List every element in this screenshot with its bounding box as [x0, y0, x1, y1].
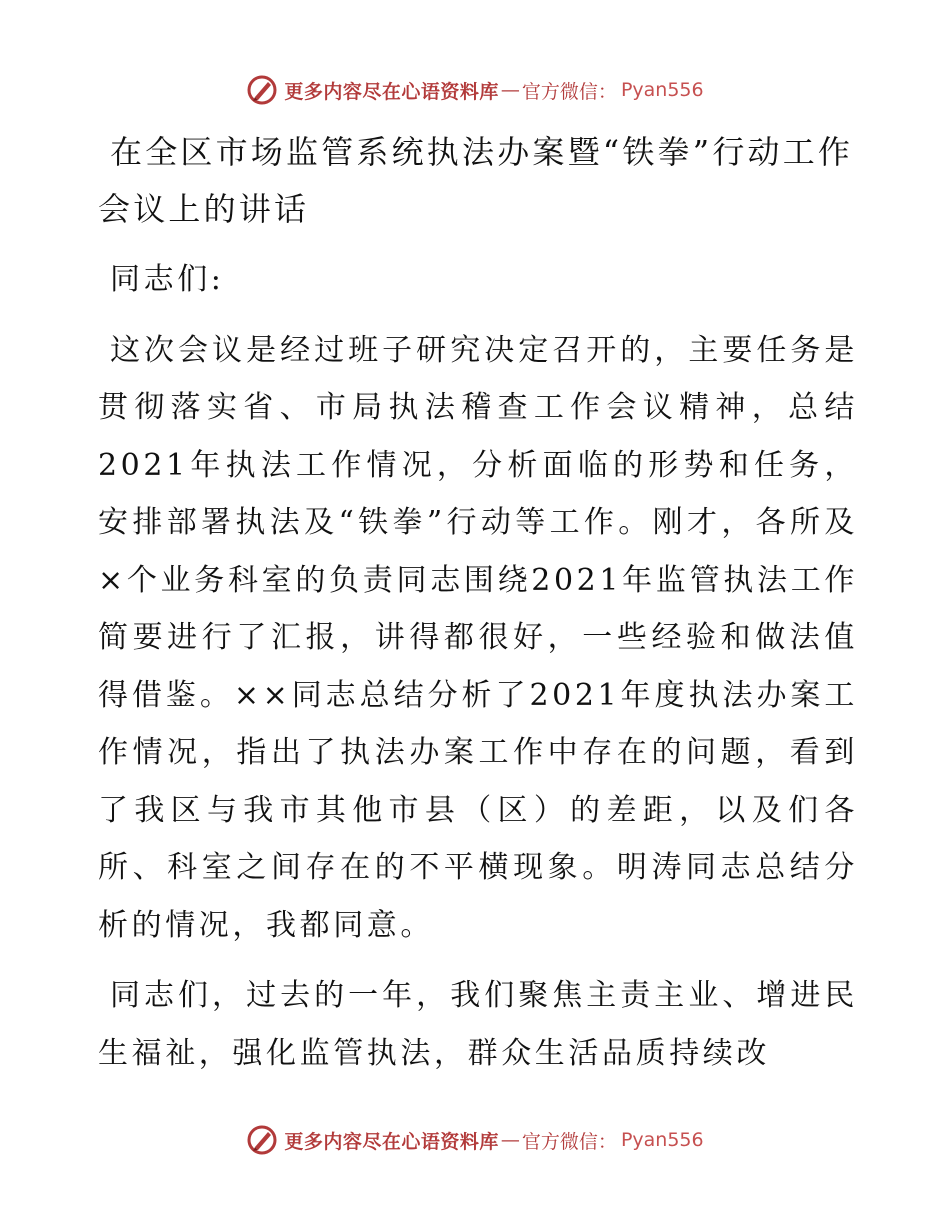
pen-logo-icon — [246, 1124, 278, 1156]
banner-brand-text: 更多内容尽在心语资料库 — [284, 80, 499, 103]
paragraph-2: 同志们，过去的一年，我们聚焦主责主业、增进民生福祉，强化监管执法，群众生活品质持续改 — [98, 978, 858, 1071]
banner-wechat-id: Pyan556 — [620, 79, 704, 101]
banner-wechat-id: Pyan556 — [620, 1129, 704, 1151]
banner-separator: — — [500, 79, 520, 101]
banner-brand-text: 更多内容尽在心语资料库 — [284, 1130, 499, 1153]
banner-wechat-label: 官方微信： — [521, 1130, 617, 1153]
banner-separator: — — [500, 1129, 520, 1151]
paragraph-1: 这次会议是经过班子研究决定召开的，主要任务是贯彻落实省、市局执法稽查工作会议精神，总结2021年执法工作情况，分析面临的形势和任务，安排部署执法及“铁拳”行动等工作。刚才，各所及×个业务科室的负责同志围绕2021年监管执法工作简要进行了汇报，讲得都很好，一些经验和做法值得借鉴。××同志总结分析了2021年度执法办案工作情况，指出了执法办案工作中存在的问题，看到了我区与我市其他市县（区）的差距，以及们各所、科室之间存在的不平横现象。明涛同志总结分析的情况，我都同意。 — [98, 332, 858, 943]
paragraph-salutation: 同志们: — [110, 262, 225, 297]
banner-wechat-label: 官方微信： — [521, 80, 617, 103]
footer-watermark-banner — [0, 1120, 950, 1160]
document-title: 在全区市场监管系统执法办案暨“铁拳”行动工作会议上的讲话 — [98, 133, 854, 228]
header-watermark-banner — [0, 70, 950, 110]
pen-logo-icon — [246, 74, 278, 106]
document-body — [98, 124, 858, 1095]
